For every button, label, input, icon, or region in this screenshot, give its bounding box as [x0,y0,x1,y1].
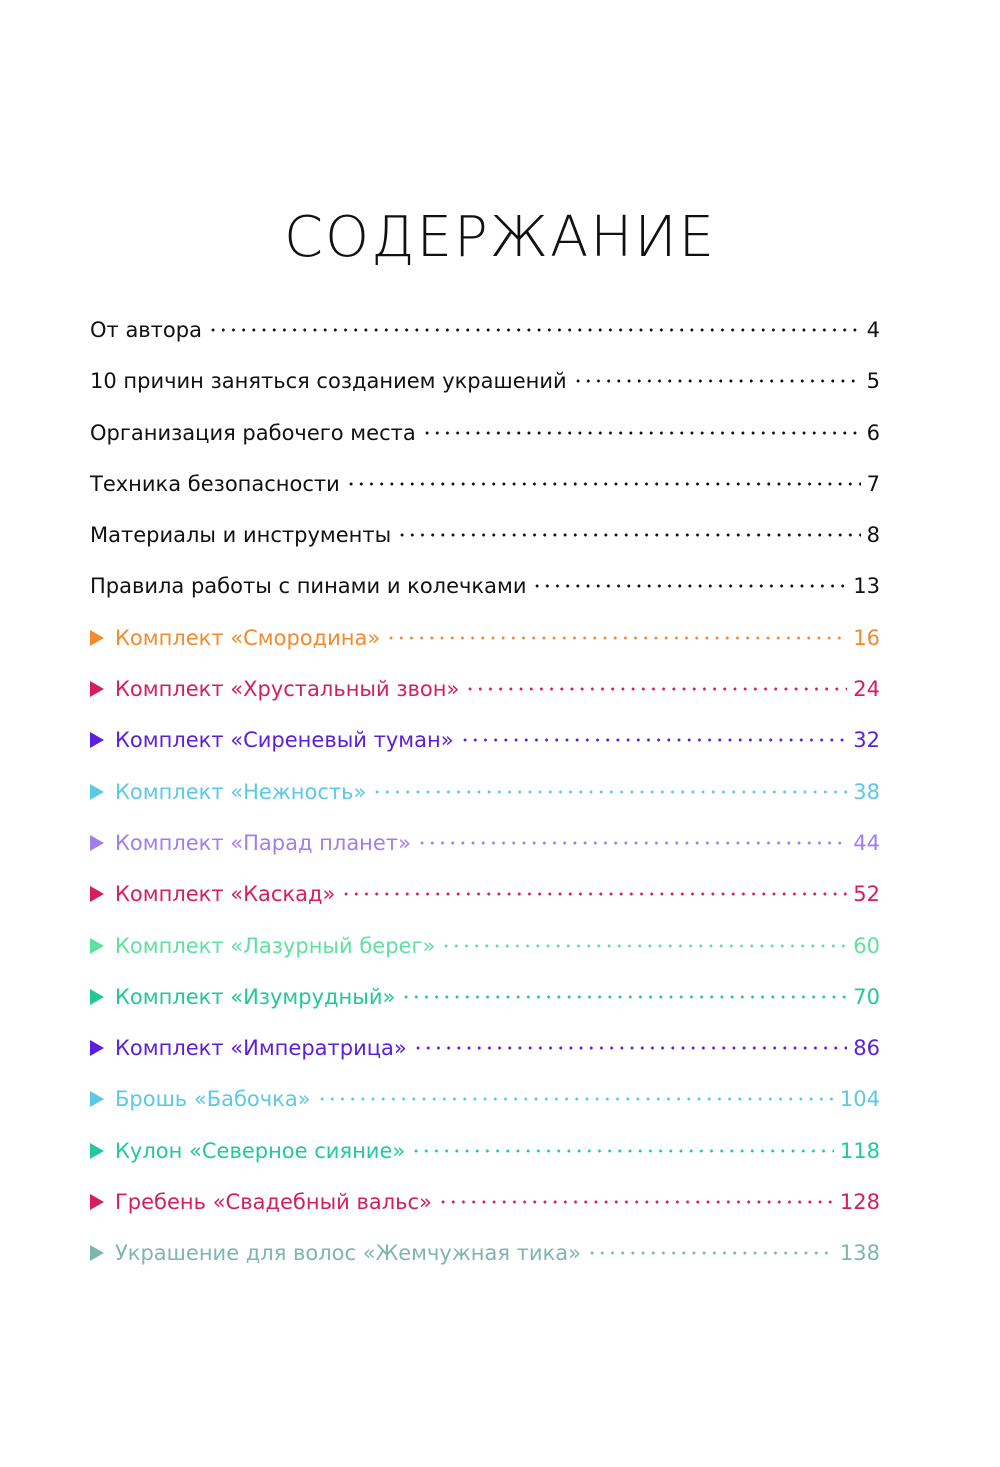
toc-entry[interactable] [90,621,880,672]
toc-entry-label: Комплект «Смородина» [115,625,381,650]
triangle-marker-icon [90,732,104,748]
toc-entry-page-number: 8 [866,523,880,548]
dot-leader [587,1251,834,1255]
toc-entry[interactable] [90,1185,880,1236]
toc-entry-label: Комплект «Лазурный берег» [115,933,436,958]
dot-leader [397,533,860,537]
toc-entry-label: Гребень «Свадебный вальс» [115,1190,432,1215]
toc-entry[interactable] [90,877,880,928]
toc-entry-page-number: 138 [839,1241,880,1266]
dot-leader [341,892,847,896]
toc-entry-label: Кулон «Северное сияние» [115,1138,406,1163]
toc-entry-page-number: 128 [839,1190,880,1215]
toc-entry[interactable] [90,518,880,569]
dot-leader [411,1149,834,1153]
toc-entry-label: Комплект «Императрица» [115,1036,407,1061]
triangle-marker-icon [90,1091,104,1107]
toc-entry[interactable] [90,672,880,723]
triangle-marker-icon [90,630,104,646]
dot-leader [401,995,847,999]
page-title: СОДЕРЖАНИЕ [283,205,717,270]
toc-entry-label: Организация рабочего места [90,420,416,445]
toc-entry-label: 10 причин заняться созданием украшений [90,369,567,394]
toc-entry[interactable] [90,1236,880,1287]
toc-entry[interactable] [90,1082,880,1133]
toc-entry-label: Комплект «Парад планет» [115,830,411,855]
toc-entry-page-number: 70 [853,984,880,1009]
toc-entry-label: Комплект «Каскад» [115,882,336,907]
toc-entry-page-number: 6 [866,420,880,445]
triangle-marker-icon [90,1245,104,1261]
toc-entry-page-number: 104 [839,1087,880,1112]
dot-leader [346,482,861,486]
toc-entry-page-number: 24 [853,677,880,702]
triangle-marker-icon [90,989,104,1005]
toc-entry[interactable] [90,826,880,877]
dot-leader [372,790,847,794]
toc-entry-label: От автора [90,318,202,342]
toc-entry-page-number: 38 [853,779,880,804]
toc-entry-page-number: 5 [866,369,880,394]
triangle-marker-icon [90,1040,104,1056]
toc-entry-page-number: 16 [853,625,880,650]
dot-leader [413,1046,848,1050]
dot-leader [208,328,861,332]
toc-entry[interactable] [90,1031,880,1082]
toc-entry[interactable] [90,929,880,980]
dot-leader [460,738,848,742]
toc-entry-label: Украшение для волос «Жемчужная тика» [115,1241,581,1266]
toc-entry[interactable] [90,467,880,518]
dot-leader [438,1200,834,1204]
toc-entry[interactable] [90,416,880,467]
dot-leader [573,379,861,383]
toc-entry-page-number: 13 [853,574,880,599]
table-of-contents [90,313,880,1288]
toc-entry-label: Правила работы с пинами и колечками [90,574,527,599]
toc-entry[interactable] [90,313,880,364]
toc-entry[interactable] [90,1134,880,1185]
toc-entry-label: Техника безопасности [90,471,340,496]
triangle-marker-icon [90,886,104,902]
toc-entry-page-number: 44 [853,830,880,855]
toc-entry-page-number: 118 [839,1138,880,1163]
toc-entry-label: Комплект «Нежность» [115,779,367,804]
triangle-marker-icon [90,938,104,954]
dot-leader [422,431,861,435]
toc-entry-label: Брошь «Бабочка» [115,1087,311,1112]
toc-entry-label: Материалы и инструменты [90,523,392,548]
toc-entry-page-number: 32 [853,728,880,753]
dot-leader [386,636,847,640]
toc-entry[interactable] [90,569,880,620]
triangle-marker-icon [90,1143,104,1159]
toc-entry-page-number: 4 [866,318,880,342]
dot-leader [417,841,847,845]
toc-entry-page-number: 86 [853,1036,880,1061]
toc-entry-page-number: 52 [853,882,880,907]
toc-entry[interactable] [90,980,880,1031]
toc-entry-label: Комплект «Хрустальный звон» [115,677,460,702]
triangle-marker-icon [90,681,104,697]
toc-entry[interactable] [90,723,880,774]
dot-leader [465,687,847,691]
toc-entry-label: Комплект «Сиреневый туман» [115,728,454,753]
triangle-marker-icon [90,784,104,800]
toc-entry-page-number: 60 [853,933,880,958]
toc-entry-label: Комплект «Изумрудный» [115,984,396,1009]
dot-leader [441,944,847,948]
dot-leader [532,584,847,588]
triangle-marker-icon [90,1194,104,1210]
toc-entry[interactable] [90,364,880,415]
toc-entry-page-number: 7 [866,471,880,496]
triangle-marker-icon [90,835,104,851]
toc-entry[interactable] [90,775,880,826]
dot-leader [317,1097,834,1101]
